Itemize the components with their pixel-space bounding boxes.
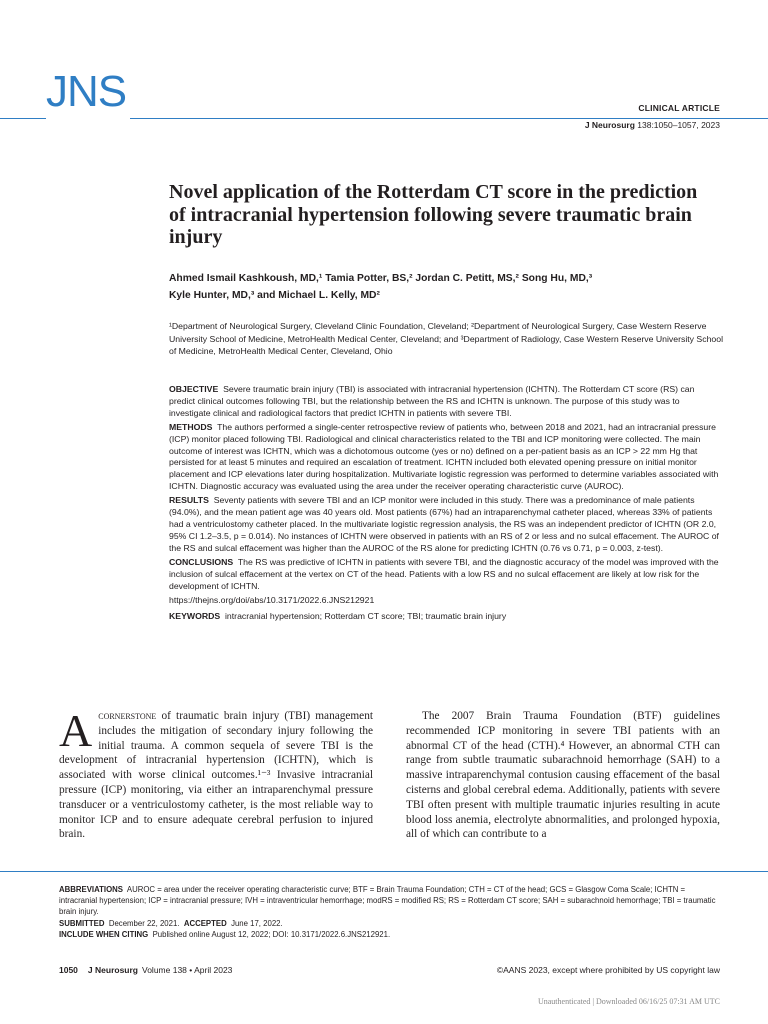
citation bbox=[585, 120, 720, 130]
logo-gap bbox=[46, 116, 130, 120]
footer-journal: J Neurosurg bbox=[87, 965, 138, 975]
section-label: METHODS bbox=[169, 421, 213, 432]
section-text: Seventy patients with severe TBI and an ICP monitor were included in this study. There was a predominance of male patients (94.0%), and the mean patient age was 40 years old. Most patients (67%) had an intraparenchymal catheter placed, whereas 33% of patients had a ventriculostomy catheter placed. In the multivariate logistic regression analysis, the RS was an independent predictor of ICHTN (OR 2.0, 95% CI 1.2–3.5, p = 0.014). No instances of ICHTN were observed in patients with an RS of 2 or less and no sulcal effacement. The AUROC of the RS and sulcal effacement was higher than the AUROC of the RS alone for predicting ICHTN (0.76 vs 0.71, p = 0.003, z-test). bbox=[169, 495, 719, 553]
affiliations: ¹Department of Neurological Surgery, Cleveland Clinic Foundation, Cleveland; ²Department of Neurological Surgery, Case Western Reserve University School of Medicine, MetroHealth Medical Center, Cleveland; and ³Department of Radiology, Case Western Reserve University School of Medicine, MetroHealth Medical Center, Cleveland, Ohio bbox=[169, 321, 723, 356]
accepted-date: June 17, 2022. bbox=[231, 918, 283, 928]
footnotes bbox=[59, 884, 719, 940]
section-text: Severe traumatic brain injury (TBI) is associated with intracranial hypertension (ICHTN). The Rotterdam CT score (RS) can predict clinical outcomes following TBI, but the relationship between the RS and ICHTN is unknown. The purpose of this study was to investigate clinical and radiological factors that predict ICHTN in patients with severe TBI. bbox=[169, 384, 695, 418]
download-stamp: Unauthenticated | Downloaded 06/16/25 07:31 AM UTC bbox=[537, 997, 720, 1006]
citation-rest: 138:1050–1057, 2023 bbox=[634, 120, 720, 130]
page-number: 1050 bbox=[59, 965, 78, 975]
journal-abbrev: J Neurosurg bbox=[584, 120, 635, 130]
body-text: The 2007 Brain Trauma Foundation (BTF) guidelines recommended ICP monitoring in severe TBI patients with an abnormal CT of the head (CTH).⁴ However, an abnormal CTH can range from subtle traumatic subarachnoid hemorrhage (SAH) to a massive intraparenchymal contusion causing effacement of the basal cisterns and global cerebral edema. Additionally, patients with severe TBI often present with multiple traumatic injuries resulting in acute blood loss anemia, electrolyte abnormalities, and prolonged hypoxia, all of which can contribute to a bbox=[406, 710, 720, 841]
section-label: CONCLUSIONS bbox=[169, 556, 234, 567]
section-label: RESULTS bbox=[169, 495, 209, 506]
body-text: of traumatic brain injury (TBI) management includes the mitigation of secondary injury following the initial trauma. A common sequela of severe TBI is the development of intracranial hypertension (ICHTN), which is associated with worse clinical outcomes.¹⁻³ Invasive intracranial pressure (ICP) monitoring, via either an intraparenchymal pressure transducer or a ventriculostomy catheter, is the most reliable way to monitor ICP and to ensure adequate cerebral perfusion to injured brain. bbox=[59, 710, 373, 841]
abstract-methods bbox=[169, 422, 722, 493]
body-column-left bbox=[59, 705, 373, 842]
abbreviations-text: AUROC = area under the receiver operating characteristic curve; BTF = Brain Trauma Foundation; CTH = CT of the head; GCS = Glasgow Coma Scale; ICHTN = intracranial hypertension; ICP = intracranial pressure; IVH = intraventricular hemorrhage; modRS = modified RS; RS = Rotterdam CT score; SAH = subarachnoid hemorrhage; TBI = traumatic brain injury. bbox=[59, 885, 716, 917]
abstract-objective bbox=[169, 384, 722, 420]
body-column-right bbox=[406, 709, 720, 842]
section-label: OBJECTIVE bbox=[169, 384, 219, 394]
keywords-text: intracranial hypertension; Rotterdam CT score; TBI; traumatic brain injury bbox=[225, 611, 507, 622]
copyright-notice: ©AANS 2023, except where prohibited by US copyright law bbox=[496, 965, 720, 975]
citation-note bbox=[59, 929, 719, 940]
footnote-label: ABBREVIATIONS bbox=[59, 885, 123, 894]
abstract-conclusions bbox=[169, 557, 722, 593]
section-text: The authors performed a single-center retrospective review of patients who, between 2018 and 2021, had an intracranial pressure (ICP) monitor placed following TBI. Radiological and clinical characteristics related to the TBI and ICP monitoring were collected. The main outcome of interest was ICHTN, which was a dichotomous outcome (yes or no) defined on a per-patient basis as an ICP > 22 mm Hg that persisted for at least 5 minutes and required an escalation of treatment. ICHTN included both elevated opening pressure on initial monitor placement and ICP elevations later during hospitalization. Multivariate logistic regression was performed to determine variables associated with ICHTN. Diagnostic accuracy was evaluated using the area under the receiver operating characteristic curve (AUROC). bbox=[169, 421, 719, 492]
section-label: KEYWORDS bbox=[169, 611, 221, 622]
author-line: Ahmed Ismail Kashkoush, MD,¹ Tamia Potter, BS,² Jordan C. Petitt, MS,² Song Hu, MD,³ bbox=[169, 273, 593, 284]
keywords bbox=[169, 611, 722, 623]
footnote-label: SUBMITTED bbox=[59, 918, 105, 928]
citation-note-text: Published online August 12, 2022; DOI: 10.3171/2022.6.JNS212921. bbox=[152, 929, 391, 939]
doi-link[interactable]: https://thejns.org/doi/abs/10.3171/2022.6.JNS212921 bbox=[169, 595, 375, 606]
abbreviations bbox=[59, 884, 719, 918]
journal-logo: JNS bbox=[46, 67, 127, 116]
footnote-label: ACCEPTED bbox=[183, 918, 227, 928]
submission-dates bbox=[59, 918, 719, 929]
article-type: CLINICAL ARTICLE bbox=[638, 103, 720, 113]
footnote-rule bbox=[0, 871, 768, 872]
drop-cap: A bbox=[59, 705, 93, 756]
lead-smallcaps: cornerstone bbox=[98, 710, 157, 722]
abstract-results bbox=[169, 495, 722, 555]
footnote-label: INCLUDE WHEN CITING bbox=[59, 929, 149, 939]
author-line: Kyle Hunter, MD,³ and Michael L. Kelly, MD² bbox=[169, 290, 380, 301]
author-list bbox=[169, 270, 729, 304]
abstract bbox=[169, 384, 722, 625]
page-footer bbox=[59, 965, 232, 975]
footer-volume: Volume 138 • April 2023 bbox=[142, 965, 233, 975]
article-title: Novel application of the Rotterdam CT score in the prediction of intracranial hypertension following severe traumatic brain injury bbox=[169, 181, 698, 248]
section-text: The RS was predictive of ICHTN in patients with severe TBI, and the diagnostic accuracy of the model was improved with the inclusion of sulcal effacement at the vertex on CT of the head. Patients with a low RS and no sulcal effacement are likely at low risk for the development of ICHTN. bbox=[169, 556, 719, 591]
submitted-date: December 22, 2021. bbox=[108, 918, 180, 928]
